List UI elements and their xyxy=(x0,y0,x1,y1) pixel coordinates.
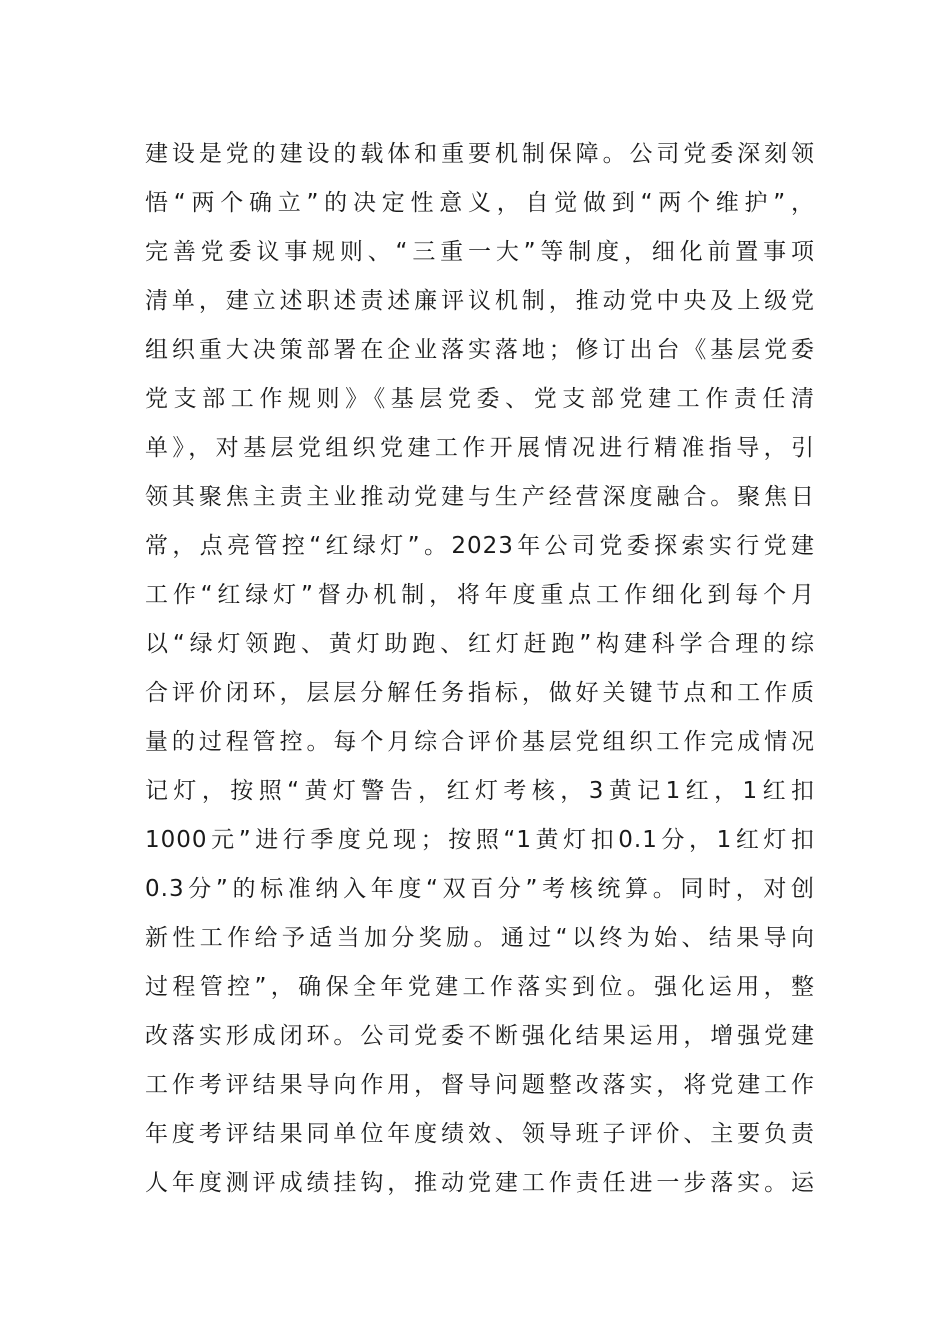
text-line: 记灯，按照“黄灯警告，红灯考核，3黄记1红，1红扣 xyxy=(145,778,815,804)
text-line: 0.3分”的标准纳入年度“双百分”考核统算。同时，对创 xyxy=(145,876,815,902)
text-line: 1000元”进行季度兑现；按照“1黄灯扣0.1分，1红灯扣 xyxy=(145,827,815,853)
text-line: 改落实形成闭环。公司党委不断强化结果运用，增强党建 xyxy=(145,1023,815,1049)
text-line: 单》，对基层党组织党建工作开展情况进行精准指导，引 xyxy=(145,435,815,461)
text-line: 建设是党的建设的载体和重要机制保障。公司党委深刻领 xyxy=(145,141,815,167)
text-line: 工作考评结果导向作用，督导问题整改落实，将党建工作 xyxy=(145,1072,815,1098)
text-line: 以“绿灯领跑、黄灯助跑、红灯赶跑”构建科学合理的综 xyxy=(145,631,815,657)
text-line: 合评价闭环，层层分解任务指标，做好关键节点和工作质 xyxy=(145,680,815,706)
text-line: 完善党委议事规则、“三重一大”等制度，细化前置事项 xyxy=(145,239,815,265)
body-paragraph xyxy=(145,131,815,1209)
text-line: 组织重大决策部署在企业落实落地；修订出台《基层党委 xyxy=(145,337,815,363)
text-line: 新性工作给予适当加分奖励。通过“以终为始、结果导向 xyxy=(145,925,815,951)
text-line: 年度考评结果同单位年度绩效、领导班子评价、主要负责 xyxy=(145,1121,815,1147)
text-line: 人年度测评成绩挂钩，推动党建工作责任进一步落实。运 xyxy=(145,1170,815,1196)
text-line: 领其聚焦主责主业推动党建与生产经营深度融合。聚焦日 xyxy=(145,484,815,510)
text-line: 悟“两个确立”的决定性意义，自觉做到“两个维护”， xyxy=(145,190,815,216)
text-line: 常，点亮管控“红绿灯”。2023年公司党委探索实行党建 xyxy=(145,533,815,559)
text-line: 清单，建立述职述责述廉评议机制，推动党中央及上级党 xyxy=(145,288,815,314)
text-line: 党支部工作规则》《基层党委、党支部党建工作责任清 xyxy=(145,386,815,412)
text-line: 量的过程管控。每个月综合评价基层党组织工作完成情况 xyxy=(145,729,815,755)
text-line: 工作“红绿灯”督办机制，将年度重点工作细化到每个月 xyxy=(145,582,815,608)
text-line: 过程管控”，确保全年党建工作落实到位。强化运用，整 xyxy=(145,974,815,1000)
